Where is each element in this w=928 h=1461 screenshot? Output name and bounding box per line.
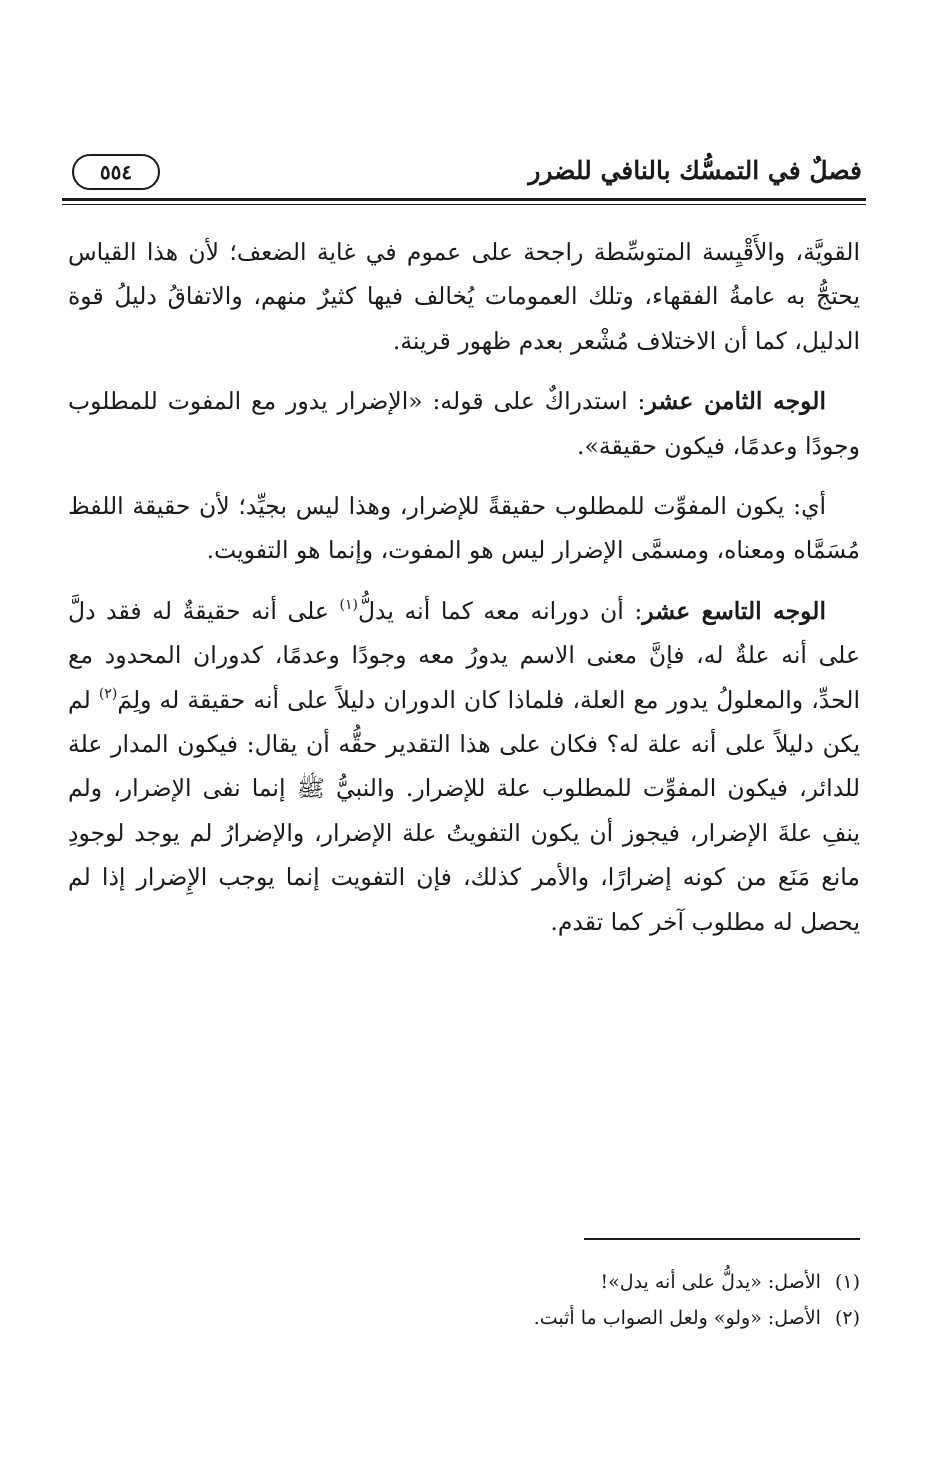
paragraph-text: لم يكن دليلاً على أنه علة له؟ فكان على هذا التقدير حقُّه أن يقال: فيكون المدار علة للدائر، فيكون المفوِّت للمطلوب علة للإضرار. والنبيُّ ﷺ إنما نفى الإضرار، ولم ينفِ علةَ الإضرار، فيجوز أن يكون التفويتُ علة الإضرار، والإضرارُ لم يوجد لوجودِ مانع مَنَع من كونه إضرارًا، والأمر كذلك، فإن التفويت إنما يوجب الإِضرار إذا لم يحصل له مطلوب آخر كما تقدم. (68, 685, 860, 936)
page-number: ٥٥٤ (99, 160, 133, 184)
header-rule (62, 198, 866, 201)
paragraph (68, 230, 860, 363)
paragraph (68, 484, 860, 573)
header-title: فصلٌ في التمسُّك بالنافي للضرر (528, 156, 862, 185)
paragraph (68, 589, 860, 944)
paragraph-text: القويَّة، والأَقْيِسة المتوسِّطة راجحة على عموم في غاية الضعف؛ لأن هذا القياس يحتجُّ به عامةُ الفقهاء، وتلك العمومات يُخالف فيها كثيرٌ منهم، والاتفاقُ دليلُ قوة الدليل، كما أن الاختلاف مُشْعر بعدم ظهور قرينة. (68, 238, 860, 355)
section-lead: الوجه التاسع عشر (642, 596, 826, 625)
footnote-text: الأصل: «ولو» ولعل الصواب ما أثبت. (533, 1307, 821, 1329)
running-header (66, 150, 862, 192)
footnote-number: (٢) (834, 1307, 860, 1329)
paragraph-text: أي: يكون المفوِّت للمطلوب حقيقةً للإضرار، وهذا ليس بجيِّد؛ لأن حقيقة اللفظ مُسَمَّاه ومعناه، ومسمَّى الإضرار ليس هو المفوت، وإنما هو التفويت. (68, 492, 860, 565)
footnote-item (68, 1300, 860, 1336)
paragraph-text: : أن دورانه معه كما أنه يدلُّ (357, 596, 643, 625)
paragraph-text: : استدراكٌ على قوله: «الإضرار يدور مع المفوت للمطلوب وجودًا وعدمًا، فيكون حقيقة». (68, 387, 860, 460)
footnotes (68, 1264, 860, 1336)
footnote-item (68, 1264, 860, 1300)
footnote-reference[interactable]: (٢) (98, 685, 118, 702)
page-number-badge (72, 154, 160, 190)
footnote-reference[interactable]: (١) (339, 596, 358, 613)
main-text (68, 230, 860, 960)
section-lead: الوجه الثامن عشر (645, 387, 826, 416)
footnote-number: (١) (834, 1271, 860, 1293)
paragraph (68, 379, 860, 468)
header-rule-thin (62, 204, 866, 205)
footnote-separator (584, 1238, 860, 1240)
footnote-text: الأصل: «يدلُّ على أنه يدل»! (600, 1271, 821, 1293)
paragraph-text: على أنه حقيقةٌ له فقد دلَّ على أنه علةٌ له، فإنَّ معنى الاسم يدورُ معه وجودًا وعدمًا، كدوران المحدود مع الحدِّ، والمعلولُ يدور مع العلة، فلماذا كان الدوران دليلاً على أنه حقيقة له ولِمَ (68, 596, 860, 714)
